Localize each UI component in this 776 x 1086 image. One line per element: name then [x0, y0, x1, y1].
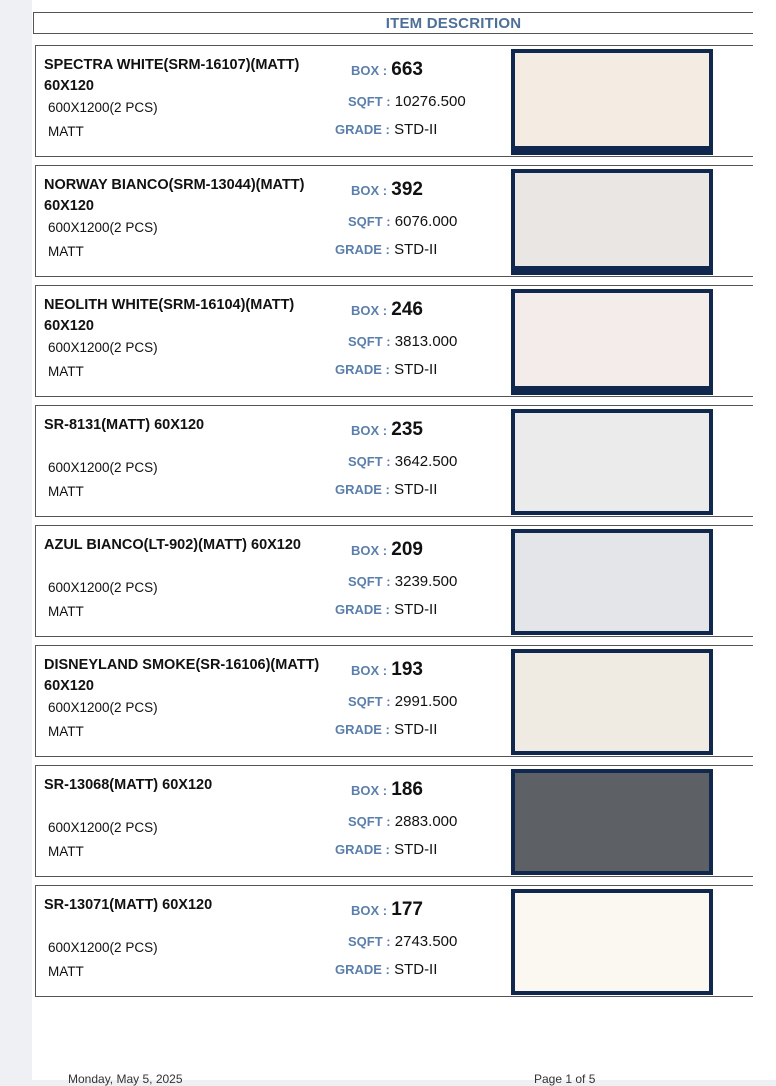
grade — [335, 721, 437, 738]
box-count — [351, 299, 423, 321]
box-value: 177 — [391, 899, 423, 920]
tile-swatch-image — [511, 169, 713, 275]
grade-value: STD-II — [394, 601, 438, 618]
item-row — [35, 765, 753, 877]
grade-value: STD-II — [394, 721, 438, 738]
sqft-label: SQFT : — [348, 454, 391, 469]
box-value: 663 — [391, 59, 423, 80]
item-finish: MATT — [48, 484, 84, 499]
table-header — [33, 12, 753, 34]
sqft-label: SQFT : — [348, 94, 391, 109]
item-finish: MATT — [48, 124, 84, 139]
item-name: SR-13071(MATT) 60X120 — [44, 897, 213, 913]
grade-label: GRADE : — [335, 482, 390, 497]
grade-value: STD-II — [394, 121, 438, 138]
grade — [335, 481, 437, 498]
item-row — [35, 285, 753, 397]
sqft-amount — [348, 573, 457, 590]
item-row — [35, 885, 753, 997]
grade — [335, 841, 437, 858]
box-count — [351, 659, 423, 681]
tile-swatch-image — [511, 529, 713, 635]
item-finish: MATT — [48, 604, 84, 619]
grade — [335, 361, 437, 378]
item-finish: MATT — [48, 364, 84, 379]
item-name: SR-13068(MATT) 60X120 — [44, 777, 213, 793]
tile-swatch-image — [511, 649, 713, 755]
box-count — [351, 419, 423, 441]
item-finish: MATT — [48, 244, 84, 259]
item-finish: MATT — [48, 724, 84, 739]
sqft-value: 10276.500 — [394, 93, 466, 110]
box-value: 392 — [391, 179, 423, 200]
grade-value: STD-II — [394, 841, 438, 858]
item-size: 600X1200(2 PCS) — [48, 820, 158, 835]
item-row — [35, 45, 753, 157]
sqft-amount — [348, 93, 466, 110]
box-value: 246 — [391, 299, 423, 320]
grade-value: STD-II — [394, 361, 438, 378]
box-value: 193 — [391, 659, 423, 680]
grade-label: GRADE : — [335, 362, 390, 377]
grade-value: STD-II — [394, 961, 438, 978]
sqft-label: SQFT : — [348, 334, 391, 349]
sqft-amount — [348, 213, 457, 230]
box-count — [351, 59, 423, 81]
item-name: SR-8131(MATT) 60X120 — [44, 417, 205, 433]
box-value: 209 — [391, 539, 423, 560]
sqft-amount — [348, 333, 457, 350]
item-name: SPECTRA WHITE(SRM-16107)(MATT) 60X120 — [44, 57, 300, 94]
box-label: BOX : — [351, 423, 388, 438]
tile-swatch-image — [511, 409, 713, 515]
item-row — [35, 645, 753, 757]
sqft-label: SQFT : — [348, 694, 391, 709]
box-label: BOX : — [351, 783, 388, 798]
sqft-value: 3642.500 — [394, 453, 458, 470]
sqft-value: 2991.500 — [394, 693, 458, 710]
item-name: DISNEYLAND SMOKE(SR-16106)(MATT) 60X120 — [44, 657, 320, 694]
grade-value: STD-II — [394, 481, 438, 498]
sqft-amount — [348, 933, 457, 950]
sqft-value: 3813.000 — [394, 333, 458, 350]
box-label: BOX : — [351, 183, 388, 198]
item-row — [35, 405, 753, 517]
sqft-amount — [348, 453, 457, 470]
box-value: 186 — [391, 779, 423, 800]
tile-swatch-image — [511, 769, 713, 875]
item-finish: MATT — [48, 964, 84, 979]
tile-swatch-image — [511, 49, 713, 155]
item-row — [35, 165, 753, 277]
sqft-amount — [348, 813, 457, 830]
box-count — [351, 179, 423, 201]
grade — [335, 121, 437, 138]
box-label: BOX : — [351, 303, 388, 318]
sqft-value: 3239.500 — [394, 573, 458, 590]
sqft-value: 6076.000 — [394, 213, 458, 230]
item-size: 600X1200(2 PCS) — [48, 700, 158, 715]
grade-label: GRADE : — [335, 842, 390, 857]
item-name: NEOLITH WHITE(SRM-16104)(MATT) 60X120 — [44, 297, 295, 334]
item-size: 600X1200(2 PCS) — [48, 580, 158, 595]
item-name: NORWAY BIANCO(SRM-13044)(MATT) 60X120 — [44, 177, 305, 214]
item-size: 600X1200(2 PCS) — [48, 460, 158, 475]
grade-label: GRADE : — [335, 122, 390, 137]
item-size: 600X1200(2 PCS) — [48, 940, 158, 955]
footer-page-number: Page 1 of 5 — [534, 1072, 596, 1086]
grade-label: GRADE : — [335, 962, 390, 977]
header-title: ITEM DESCRITION — [385, 14, 522, 32]
grade-value: STD-II — [394, 241, 438, 258]
item-name: AZUL BIANCO(LT-902)(MATT) 60X120 — [44, 537, 301, 553]
grade-label: GRADE : — [335, 722, 390, 737]
item-finish: MATT — [48, 844, 84, 859]
grade-label: GRADE : — [335, 242, 390, 257]
grade-label: GRADE : — [335, 602, 390, 617]
box-count — [351, 779, 423, 801]
item-row — [35, 525, 753, 637]
sqft-value: 2883.000 — [394, 813, 458, 830]
box-label: BOX : — [351, 543, 388, 558]
tile-swatch-image — [511, 889, 713, 995]
grade — [335, 241, 437, 258]
box-label: BOX : — [351, 903, 388, 918]
footer-date: Monday, May 5, 2025 — [68, 1072, 183, 1086]
sqft-label: SQFT : — [348, 214, 391, 229]
grade — [335, 601, 437, 618]
grade — [335, 961, 437, 978]
item-size: 600X1200(2 PCS) — [48, 220, 158, 235]
box-count — [351, 539, 423, 561]
sqft-label: SQFT : — [348, 814, 391, 829]
sqft-label: SQFT : — [348, 934, 391, 949]
sqft-value: 2743.500 — [394, 933, 458, 950]
box-label: BOX : — [351, 63, 388, 78]
box-count — [351, 899, 423, 921]
sqft-label: SQFT : — [348, 574, 391, 589]
box-label: BOX : — [351, 663, 388, 678]
tile-swatch-image — [511, 289, 713, 395]
box-value: 235 — [391, 419, 423, 440]
item-size: 600X1200(2 PCS) — [48, 100, 158, 115]
sqft-amount — [348, 693, 457, 710]
item-size: 600X1200(2 PCS) — [48, 340, 158, 355]
